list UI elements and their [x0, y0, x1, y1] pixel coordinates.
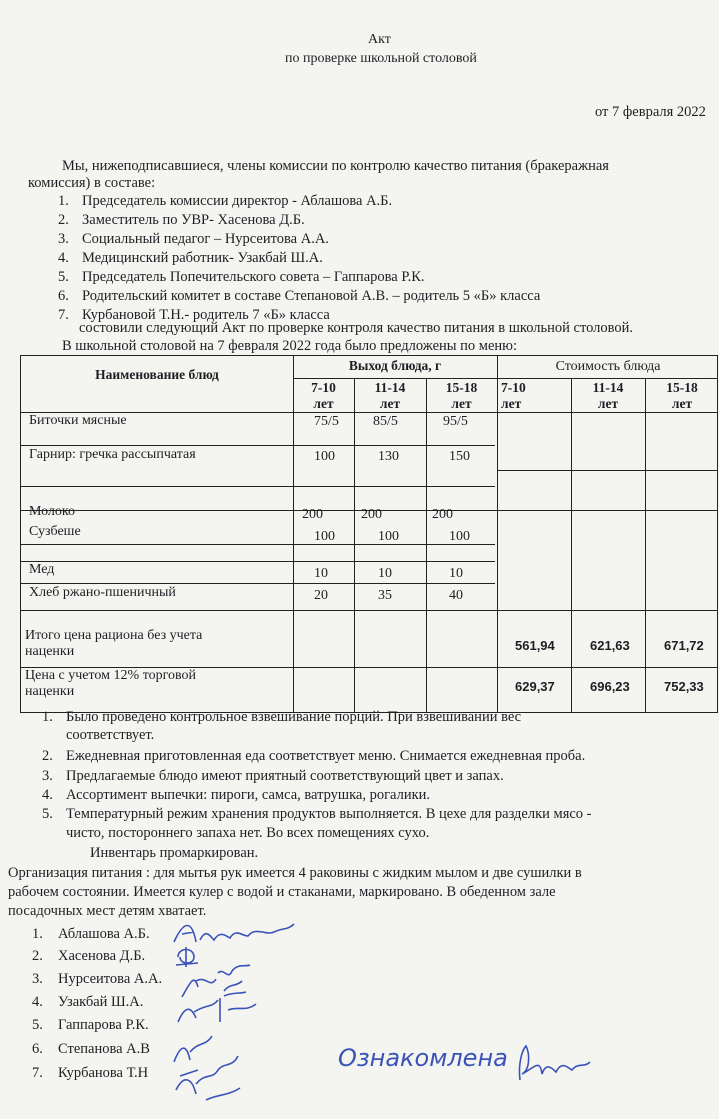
document-page: Акт по проверке школьной столовой от 7 февраля 2022 Мы, нижеподписавшиеся, члены комиссии по контролю качество питания (бракеражная комиссия) в составе: 1. Председатель комиссии директор - Аблашова А.Б. 2. Заместитель по УВР- Хасенова Д.Б. 3. Социальный педагог – Нурсеитова А.А. 4. Медицинский работник- Узакбай Ш.А. 5. Председатель Попечительского совета – Гаппарова Р.К. 6. Родительский комитет в составе Степановой А.В. – родитель 5 «Б» класса 7. Курбановой Т.Н.- родитель 7 «Б» класса состовили следующий Акт по проверке контроля качество питания в школьной столовой. В школьной столовой на 7 февраля 2022 года было предложены по меню: Наименование блюд Выход блюда, г Стоимость блюда 7-10 лет 11-14 лет 15-18 лет 7-10 лет 11-14 лет 15-18 лет Биточки мясные 75/5 85/5 95/5 Гарнир: гречка рассыпчатая 100 130 150 Молоко 200 200 200 Сузбеше 100 100 100 Мед 10 10 10 Хлеб ржано-пшеничный 20 35 40 Итого цена рациона без учета наценки 561,94 621,63 671,72 Цена с учетом 12% торговой наценки 629,37 696,23 752,33 1. Было проведено контрольное взвешивание порций. При взвешивании вес соответствует. 2. Ежедневная приготовленная еда соответствует меню. Снимается ежедневная проба. 3. Предлагаемые блюдо имеют приятный соответствующий цвет и запах. 4. Ассортимент выпечки: пироги, самса, ватрушка, рогалики. 5. Температурный режим хранения продуктов выполняется. В цехе для разделки мясо - чисто, постороннего запаха нет. Во всех помещениях сухо. Инвентарь промаркирован. Организация питания : для мытья рук имеется 4 раковины с жидким мылом и две сушилки в рабочем состоянии. Имеется кулер с водой и стаканами, маркировано. В обеденном зале посадочных мест детям хватает. 1. Аблашова А.Б. 2. Хасенова Д.Б. 3. Нурсеитова А.А. 4. Узакбай Ш.А. 5. Гаппарова Р.К. 6. Степанова А.В 7. Курбанова Т.Н Ознакомлена: [0, 0, 719, 1119]
handwritten-acknowledged: Ознакомлена: [338, 1044, 508, 1072]
markup-label: Цена с учетом 12% торговой наценки: [25, 668, 197, 699]
dish-value: 200: [432, 507, 453, 522]
age-header: 11-14 лет: [374, 380, 406, 411]
doc-title: Акт: [368, 32, 391, 47]
total-price: 621,63: [590, 638, 630, 653]
dish-value: 100: [314, 449, 335, 464]
org-line-2: рабочем состоянии. Имеется кулер с водой и стаканами, маркировано. В обеденном зале: [8, 884, 556, 900]
age-header: 15-18 лет: [445, 380, 478, 411]
dish-value: 75/5: [314, 414, 339, 429]
menu-line: В школьной столовой на 7 февраля 2022 года было предложены по меню:: [62, 338, 518, 354]
dish-value: 95/5: [443, 414, 468, 429]
dish-value: 35: [378, 588, 392, 603]
dish-value: 100: [314, 529, 335, 544]
dish-value: 200: [361, 507, 382, 522]
dish-value: 200: [302, 507, 323, 522]
doc-date: от 7 февраля 2022: [595, 104, 706, 120]
total-price: 671,72: [664, 638, 704, 653]
dish-value: 10: [314, 566, 328, 581]
dish-value: 85/5: [373, 414, 398, 429]
signature-acknowledged: [512, 1040, 592, 1088]
dish-value: 150: [449, 449, 470, 464]
intro-line-1: Мы, нижеподписавшиеся, члены комиссии по контролю качество питания (бракеражная: [62, 158, 609, 174]
dish-name: Мед: [29, 562, 55, 577]
dish-value: 130: [378, 449, 399, 464]
total-label: Итого цена рациона без учета наценки: [25, 628, 203, 659]
signature-uzakbay: [172, 988, 262, 1028]
dish-value: 10: [378, 566, 392, 581]
dish-name: Биточки мясные: [29, 413, 127, 428]
org-line-3: посадочных мест детям хватает.: [8, 903, 207, 919]
dish-name: Гарнир: гречка рассыпчатая: [29, 447, 196, 462]
age-header: 11-14 лет: [592, 380, 624, 411]
header-dish-name: Наименование блюд: [95, 367, 219, 382]
org-line-1: Организация питания : для мытья рук имеется 4 раковины с жидким мылом и две сушилки в: [8, 865, 582, 881]
markup-price: 629,37: [515, 679, 555, 694]
menu-table: [20, 355, 718, 713]
age-header: 15-18 лет: [666, 380, 698, 411]
intro-line-2: комиссия) в составе:: [28, 175, 156, 191]
doc-subtitle: по проверке школьной столовой: [285, 51, 477, 66]
age-header: 7-10 лет: [501, 380, 526, 411]
dish-value: 40: [449, 588, 463, 603]
signature-stepanova-kurbanova: [166, 1026, 246, 1106]
markup-price: 696,23: [590, 679, 630, 694]
dish-value: 10: [449, 566, 463, 581]
dish-name: Хлеб ржано-пшеничный: [29, 585, 176, 600]
dish-value: 100: [449, 529, 470, 544]
header-output: Выход блюда, г: [348, 358, 442, 373]
header-cost: Стоимость блюда: [555, 359, 661, 374]
dish-name: Молоко: [29, 504, 75, 519]
composed-line: состовили следующий Акт по проверке контроля качество питания в школьной столовой.: [79, 320, 634, 336]
dish-value: 100: [378, 529, 399, 544]
dish-name: Сузбеше: [29, 524, 81, 539]
age-header: 7-10 лет: [311, 380, 336, 411]
dish-value: 20: [314, 588, 328, 603]
markup-price: 752,33: [664, 679, 704, 694]
total-price: 561,94: [515, 638, 555, 653]
